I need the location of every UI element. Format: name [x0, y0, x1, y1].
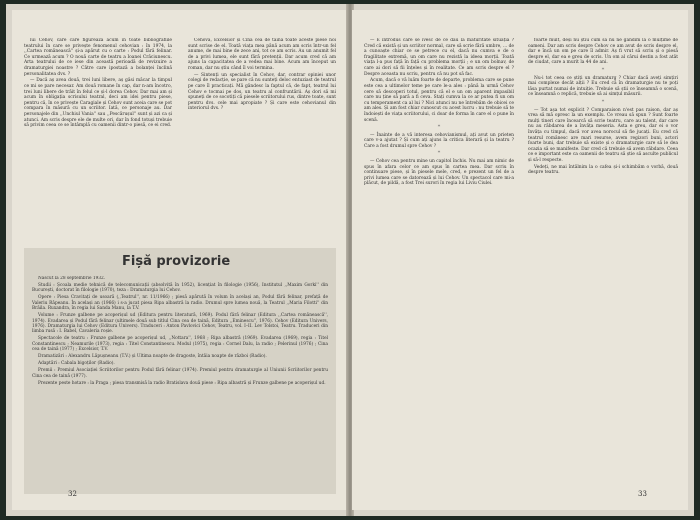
paragraph: — Cehov cea pentru mine un capitol închis. Nu mai am nimic de spus în afara celor ce am spus în cartea mea. Dar scriu în continuare piese, și în piesele mele, cred, e prezent un fel de a privi lumea care se datorează și lui Cehov. Un spectacol care mi-a plăcut, de pildă, a fost Trei surori în regia lui Liviu Ciulei.: [364, 159, 514, 187]
fisa-paragraph: Volume : Frunze galbene pe acoperișul ud (Editura pentru literatură, 1969). Podul fără felinar (Editura ,,Cartea românească'', 1974). Evadarea și Podul fără felinar (ultimele două sub titlul Cina cea de taină, Editura ,,Eminescu'', 1976). Cehov (Editura Univers, 1976). Dramaturgia lui Cehov (Editura Univers). Traduceri : Anton Pavlovici Cehov, Teatru, vol. I–II. Lev Tolstoi, Teatru. Traduceri din limba rusă : I. Babel, Cavaleria roșie.: [32, 313, 328, 335]
fisa-paragraph: Studii : Școala medie tehnică de telecomunicații (absolvită în 1952), licențiat în filologie (1956), Institutul ,,Maxim Gorki'' din București, doctorat în filologie (1970), teza : Dramaturgia lui Cehov.: [32, 283, 328, 294]
fisa-body: [32, 276, 328, 488]
fisa-title: Fișă provizorie: [122, 254, 231, 269]
paragraph: — Înainte de a vă interesa cehovianismul, ați avut un prieten care v-a ajutat ? Și cum ați ajuns la critica literară și la teatru ? Care a fost drumul spre Cehov ?: [364, 132, 514, 149]
separator: *: [437, 150, 441, 157]
fisa-paragraph: Dramatizări : Alexandru Lăpușneanu (T.V.) și Ultima noapte de dragoste, întâia noapte de război (Radio).: [38, 354, 267, 360]
paragraph: lui Cehov, care care figurează acum în toate bibliografiile teatrului în care se privește fenomenul cehovian : în 1974, la ,,Cartea românească'' și-a apărut cu o carte : Podul fără felinar. Ce urmează acum ? O nouă carte de teatru a Ioanei Crăciunescu. Arta teatrului de ce iese din această perioadă de revizuire a dramaturgiei noastre ? Câtre care ipostază a bolanței înclină personalitatea dvs. ?: [24, 38, 172, 77]
right-page-column-1: [364, 38, 514, 484]
page-number-left: 32: [68, 490, 77, 498]
paragraph: — Tot așa tot explicit ? Comparaison n'est pas raison, dar aș vrea să mă opresc la un exemplu. Ce vreau să spun ? Sunt foarte mulți tineri care încearcă să scrie teatru, care au talent, dar care nu au răbdarea de a învăța meseria. Asta e greu, dar ei o vor învăța cu timpul, dacă vor avea norocul să fie jucați. Eu cred că teatrul românesc are mari resurse, avem regizori buni, actori foarte buni, dar trebuie să existe și o dramaturgie care să le dea ocazia să se manifeste. Dar cred că trebuie să avem răbdare. Ceea ce e important este ca oamenii de teatru să știe să asculte publicul și să-l respecte.: [528, 107, 678, 163]
paragraph: — Sintenți un specialist în Cehov, dar, contrar opiniei unor colegi de redacție, se pare că nu sunteți deloc entuziast de teatrul pe care îl practicați. Mă gândesc la faptul că, de fapt, teatrul lui Cehov e tocmai pe dos, un teatru al confruntării. Aș dori să mi spuneți de ce socotiți că piesele scriitorului rus, dintre toate, sunt pentru dvs. cele mai apropiate ? Și care este cehovianul din interiorul dvs. ?: [188, 72, 336, 112]
separator: *: [601, 66, 605, 73]
paragraph: Nu-i tot ceea ce știți un dramaturg ? Chiar dacă aveți simțiri mai complexe decât alții ? Eu cred că în dramaturgie nu te poți lăsa purtat numai de intuiție. Trebuie să știi ce înseamnă o scenă, ce înseamnă o replică, trebuie să ai simțul măsurii.: [528, 75, 678, 98]
left-page: [12, 10, 348, 510]
right-page: [352, 10, 688, 510]
fisa-paragraph: Opere : Piesa Cravitați de usoară (,,Teatrul'', nr. 11/1966) ; piesă apărută în volum în același an, Podul fără felinar, prefață de Valeriu Râpeanu. În același an (1966) i s-a jucat piesa Ripa albastră la radio. Drumul spre lumea nouă, la Teatrul ,,Maria Filotti'' din Brăila. Ruxandra, în regia lui Sanda Manu, la T.V.: [32, 295, 328, 312]
paragraph: Acum, dacă o vă luăm foarte de departe, problema care se pune este cea a ultimelor teme pe care le-a ales : până la urmă Cehov cere să descoperi totul, pentru că el e un om aparent impasibil care nu ține să pară a fi ceva. Stați cumva la ce ar putea fi un om cu temperament ca al lui ? Nici atunci nu ne întrebăm de obicei ce am ales. Și am fost chiar cunoscut cu acest lucru : nu trebuie să te îndoiești de viața scriitorului, ci doar de forma în care el o pune în scenă.: [364, 78, 514, 123]
fisa-provizorie-box: [24, 248, 336, 494]
paragraph: — E introdus care se ivesc de ce dau la maturitate situația ? Cred că există și un scriitor normal, care să scrie fără umbre, ... de a cunoaște chiar ce se petrece cu el, dacă nu cumva e de o fragilitate extremă, un om care nu rezistă la ideea morții. Toată viața l-a pus față în față cu problema morții ; e un om bolnav, de care ai dori să fii înțeles și în realitate. Ce am scris despre el ? Despre aceasta nu scriu, pentru că nu pot să fac.: [364, 38, 514, 77]
paragraph: Cehova, Excelsior și Cina cea de taină toate aceste piese noi sunt scrise de el. Toată viața mea până acum am scris într-un fel anume, de mai bine de zece ani, tot ce am scris. Au un anumit fel de a privi lumea, ele sunt fără pretenții. Dar acum cred că am ajuns la capacitatea de a vedea mai bine. Acum am început un roman, dar nu știu când îl voi termina.: [188, 38, 336, 71]
left-page-column-1: [24, 38, 172, 224]
page-number-right: 33: [638, 490, 647, 498]
fisa-paragraph: Premii : Premiul Asociației Scriitorilor pentru Podul fără felinar (1974). Premiul pentru dramaturgie al Uniunii Scriitorilor pentru Cina cea de taină (1977).: [32, 368, 328, 379]
paragraph: — Dacă aș avea două, trei luni libere, aș găsi măcar la timpul ce mi se pare necesar. Am două romane în cap, dar n-am încotro, trei luni libere de trăit în felul ce și-l dorea Cehov. Dar mai am și acum în obligația scrisului teatral, deci am idei pentru piese, pentru că, în ce privește Caragiale și Cehov sunt aceia care se pot compara în măsură cu un scriitor. Iată, ce personaje au. Dar personajele din ,,Unchiul Vania'' sau ,,Pescărușul'' sunt și azi ca și atunci. Am scris despre ele de multe ori, dar în fond totuși trebuie să privim ceea ce se întâmplă cu oamenii dintr-o piesă, ce ei cred.: [24, 78, 172, 129]
paragraph: Vedeți, ne mai întâlnim la o cafea și-i schimbăm o vorbă, două despre teatru.: [528, 164, 678, 176]
paragraph: foarte mult, deși nu știu cum să nu ne gândim la o mulțime de oameni. Dar am scris despre Cehov ce am avut de scris despre el, dar e încă un om pe care îl admir. Aș fi vrut să scriu și o piesă despre el, dar ea e greu de scris. Un om al cărui destin a fost atât de ciudat, care a murit la 44 de ani.: [528, 38, 678, 66]
separator: *: [437, 124, 441, 131]
open-book: [6, 4, 694, 516]
fisa-paragraph: Născut la 28 septembrie 1932.: [38, 276, 106, 281]
fisa-paragraph: Spectacole de teatru : Frunze galbene pe acoperișul ud, ,,Nottara'', 1968 ; Ripa albastră (1969). Evadarea (1969), regia : Titel Constantinescu ; Neamurile (1973), regia : Titel Constantinescu. Modul (1975), regia : Cornel Dalu, la radio ; Pelerinul (1976) ; Cina cea de taină (1977) ; Excelsior, T.V.: [32, 336, 328, 353]
right-page-column-2: [528, 38, 678, 484]
fisa-paragraph: Prezente peste hotare : la Praga ; piesa transmisă la radio Bratislava două piese : Ripa albastră și Frunze galbene pe acoperișul ud.: [38, 380, 326, 386]
left-page-column-2: [188, 38, 336, 224]
fisa-paragraph: Adaptări : Cabala bigoților (Radio).: [38, 361, 115, 367]
separator: *: [601, 98, 605, 105]
